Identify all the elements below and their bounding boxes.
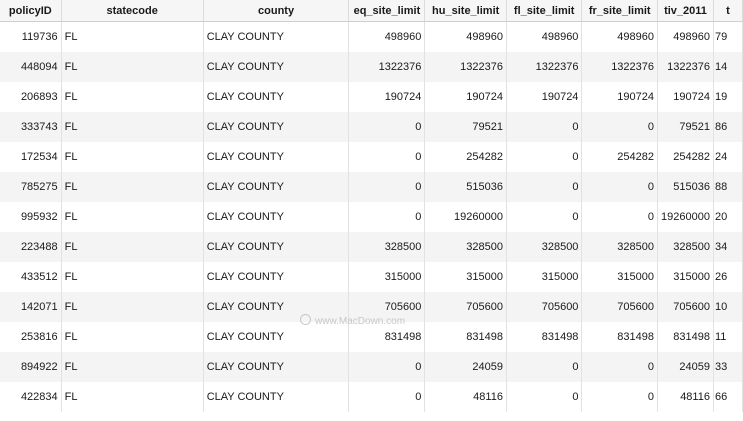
county-cell[interactable]: CLAY COUNTY [203, 292, 349, 322]
tiv-2011-cell[interactable]: 19260000 [658, 202, 714, 232]
fl-site-limit-cell[interactable]: 315000 [506, 262, 581, 292]
column-header-tiv-2011[interactable]: tiv_2011 [658, 0, 714, 22]
policyid-cell[interactable]: 223488 [0, 232, 61, 262]
fr-site-limit-cell[interactable]: 0 [582, 352, 658, 382]
header-row [0, 0, 743, 22]
eq-site-limit-cell[interactable]: 831498 [349, 322, 425, 352]
table-row[interactable] [0, 322, 743, 352]
table-row[interactable] [0, 112, 743, 142]
fr-site-limit-cell[interactable]: 831498 [582, 322, 658, 352]
policyid-cell[interactable]: 422834 [0, 382, 61, 412]
statecode-cell[interactable]: FL [61, 232, 203, 262]
fr-site-limit-cell[interactable]: 1322376 [582, 52, 658, 82]
hu-site-limit-cell[interactable]: 24059 [425, 352, 507, 382]
hu-site-limit-cell[interactable]: 1322376 [425, 52, 507, 82]
hu-site-limit-cell[interactable]: 831498 [425, 322, 507, 352]
truncated-cell[interactable]: 20 [713, 202, 742, 232]
fl-site-limit-cell[interactable]: 831498 [506, 322, 581, 352]
policyid-cell[interactable]: 433512 [0, 262, 61, 292]
table-row[interactable] [0, 382, 743, 412]
eq-site-limit-cell[interactable]: 498960 [349, 22, 425, 53]
policyid-cell[interactable]: 142071 [0, 292, 61, 322]
table-row[interactable] [0, 292, 743, 322]
hu-site-limit-cell[interactable]: 705600 [425, 292, 507, 322]
county-cell[interactable]: CLAY COUNTY [203, 322, 349, 352]
tiv-2011-cell[interactable]: 831498 [658, 322, 714, 352]
policyid-cell[interactable]: 333743 [0, 112, 61, 142]
truncated-cell[interactable]: 24 [713, 142, 742, 172]
eq-site-limit-cell[interactable]: 0 [349, 352, 425, 382]
statecode-cell[interactable]: FL [61, 112, 203, 142]
county-cell[interactable]: CLAY COUNTY [203, 82, 349, 112]
column-header-fr-site-limit[interactable]: fr_site_limit [582, 0, 658, 22]
fr-site-limit-cell[interactable]: 254282 [582, 142, 658, 172]
truncated-cell[interactable]: 86 [713, 112, 742, 142]
fr-site-limit-cell[interactable]: 498960 [582, 22, 658, 53]
eq-site-limit-cell[interactable]: 0 [349, 202, 425, 232]
fl-site-limit-cell[interactable]: 1322376 [506, 52, 581, 82]
policyid-cell[interactable]: 206893 [0, 82, 61, 112]
hu-site-limit-cell[interactable]: 515036 [425, 172, 507, 202]
tiv-2011-cell[interactable]: 254282 [658, 142, 714, 172]
fr-site-limit-cell[interactable]: 0 [582, 382, 658, 412]
column-header-hu-site-limit[interactable]: hu_site_limit [425, 0, 507, 22]
eq-site-limit-cell[interactable]: 328500 [349, 232, 425, 262]
column-header-eq-site-limit[interactable]: eq_site_limit [349, 0, 425, 22]
county-cell[interactable]: CLAY COUNTY [203, 172, 349, 202]
fr-site-limit-cell[interactable]: 328500 [582, 232, 658, 262]
table-row[interactable] [0, 22, 743, 53]
fl-site-limit-cell[interactable]: 498960 [506, 22, 581, 53]
eq-site-limit-cell[interactable]: 190724 [349, 82, 425, 112]
truncated-cell[interactable]: 79 [713, 22, 742, 53]
tiv-2011-cell[interactable]: 498960 [658, 22, 714, 53]
statecode-cell[interactable]: FL [61, 322, 203, 352]
fl-site-limit-cell[interactable]: 0 [506, 352, 581, 382]
fl-site-limit-cell[interactable]: 190724 [506, 82, 581, 112]
statecode-cell[interactable]: FL [61, 262, 203, 292]
fl-site-limit-cell[interactable]: 0 [506, 142, 581, 172]
tiv-2011-cell[interactable]: 24059 [658, 352, 714, 382]
eq-site-limit-cell[interactable]: 0 [349, 172, 425, 202]
table-row[interactable] [0, 262, 743, 292]
fr-site-limit-cell[interactable]: 0 [582, 172, 658, 202]
county-cell[interactable]: CLAY COUNTY [203, 352, 349, 382]
statecode-cell[interactable]: FL [61, 82, 203, 112]
table-row[interactable] [0, 142, 743, 172]
statecode-cell[interactable]: FL [61, 22, 203, 53]
fl-site-limit-cell[interactable]: 0 [506, 202, 581, 232]
fr-site-limit-cell[interactable]: 705600 [582, 292, 658, 322]
column-header-truncated[interactable]: t [713, 0, 742, 22]
tiv-2011-cell[interactable]: 79521 [658, 112, 714, 142]
fr-site-limit-cell[interactable]: 190724 [582, 82, 658, 112]
policyid-cell[interactable]: 785275 [0, 172, 61, 202]
fl-site-limit-cell[interactable]: 328500 [506, 232, 581, 262]
hu-site-limit-cell[interactable]: 79521 [425, 112, 507, 142]
fr-site-limit-cell[interactable]: 0 [582, 112, 658, 142]
hu-site-limit-cell[interactable]: 190724 [425, 82, 507, 112]
table-row[interactable] [0, 202, 743, 232]
statecode-cell[interactable]: FL [61, 172, 203, 202]
fl-site-limit-cell[interactable]: 0 [506, 112, 581, 142]
county-cell[interactable]: CLAY COUNTY [203, 22, 349, 53]
tiv-2011-cell[interactable]: 315000 [658, 262, 714, 292]
fl-site-limit-cell[interactable]: 0 [506, 172, 581, 202]
statecode-cell[interactable]: FL [61, 202, 203, 232]
tiv-2011-cell[interactable]: 705600 [658, 292, 714, 322]
hu-site-limit-cell[interactable]: 328500 [425, 232, 507, 262]
truncated-cell[interactable]: 66 [713, 382, 742, 412]
statecode-cell[interactable]: FL [61, 292, 203, 322]
statecode-cell[interactable]: FL [61, 142, 203, 172]
county-cell[interactable]: CLAY COUNTY [203, 262, 349, 292]
eq-site-limit-cell[interactable]: 315000 [349, 262, 425, 292]
truncated-cell[interactable]: 19 [713, 82, 742, 112]
county-cell[interactable]: CLAY COUNTY [203, 232, 349, 262]
table-row[interactable] [0, 172, 743, 202]
hu-site-limit-cell[interactable]: 48116 [425, 382, 507, 412]
truncated-cell[interactable]: 34 [713, 232, 742, 262]
county-cell[interactable]: CLAY COUNTY [203, 112, 349, 142]
eq-site-limit-cell[interactable]: 0 [349, 142, 425, 172]
truncated-cell[interactable]: 88 [713, 172, 742, 202]
eq-site-limit-cell[interactable]: 0 [349, 382, 425, 412]
hu-site-limit-cell[interactable]: 254282 [425, 142, 507, 172]
tiv-2011-cell[interactable]: 1322376 [658, 52, 714, 82]
truncated-cell[interactable]: 10 [713, 292, 742, 322]
statecode-cell[interactable]: FL [61, 352, 203, 382]
eq-site-limit-cell[interactable]: 0 [349, 112, 425, 142]
county-cell[interactable]: CLAY COUNTY [203, 382, 349, 412]
truncated-cell[interactable]: 26 [713, 262, 742, 292]
statecode-cell[interactable]: FL [61, 382, 203, 412]
tiv-2011-cell[interactable]: 328500 [658, 232, 714, 262]
hu-site-limit-cell[interactable]: 19260000 [425, 202, 507, 232]
column-header-policyid[interactable]: policyID [0, 0, 61, 22]
table-row[interactable] [0, 82, 743, 112]
policyid-cell[interactable]: 119736 [0, 22, 61, 53]
policyid-cell[interactable]: 253816 [0, 322, 61, 352]
eq-site-limit-cell[interactable]: 705600 [349, 292, 425, 322]
fl-site-limit-cell[interactable]: 705600 [506, 292, 581, 322]
truncated-cell[interactable]: 11 [713, 322, 742, 352]
table-body [0, 22, 743, 413]
fr-site-limit-cell[interactable]: 315000 [582, 262, 658, 292]
truncated-cell[interactable]: 14 [713, 52, 742, 82]
policyid-cell[interactable]: 172534 [0, 142, 61, 172]
hu-site-limit-cell[interactable]: 315000 [425, 262, 507, 292]
fr-site-limit-cell[interactable]: 0 [582, 202, 658, 232]
county-cell[interactable]: CLAY COUNTY [203, 202, 349, 232]
county-cell[interactable]: CLAY COUNTY [203, 142, 349, 172]
table-row[interactable] [0, 232, 743, 262]
column-header-statecode[interactable]: statecode [61, 0, 203, 22]
fl-site-limit-cell[interactable]: 0 [506, 382, 581, 412]
eq-site-limit-cell[interactable]: 1322376 [349, 52, 425, 82]
policyid-cell[interactable]: 894922 [0, 352, 61, 382]
tiv-2011-cell[interactable]: 515036 [658, 172, 714, 202]
table-row[interactable] [0, 52, 743, 82]
column-header-county[interactable]: county [203, 0, 349, 22]
policyid-cell[interactable]: 995932 [0, 202, 61, 232]
statecode-cell[interactable]: FL [61, 52, 203, 82]
watermark-text: www.MacDown.com [315, 316, 406, 327]
table-row[interactable] [0, 352, 743, 382]
tiv-2011-cell[interactable]: 190724 [658, 82, 714, 112]
hu-site-limit-cell[interactable]: 498960 [425, 22, 507, 53]
column-header-fl-site-limit[interactable]: fl_site_limit [506, 0, 581, 22]
tiv-2011-cell[interactable]: 48116 [658, 382, 714, 412]
county-cell[interactable]: CLAY COUNTY [203, 52, 349, 82]
truncated-cell[interactable]: 33 [713, 352, 742, 382]
policyid-cell[interactable]: 448094 [0, 52, 61, 82]
